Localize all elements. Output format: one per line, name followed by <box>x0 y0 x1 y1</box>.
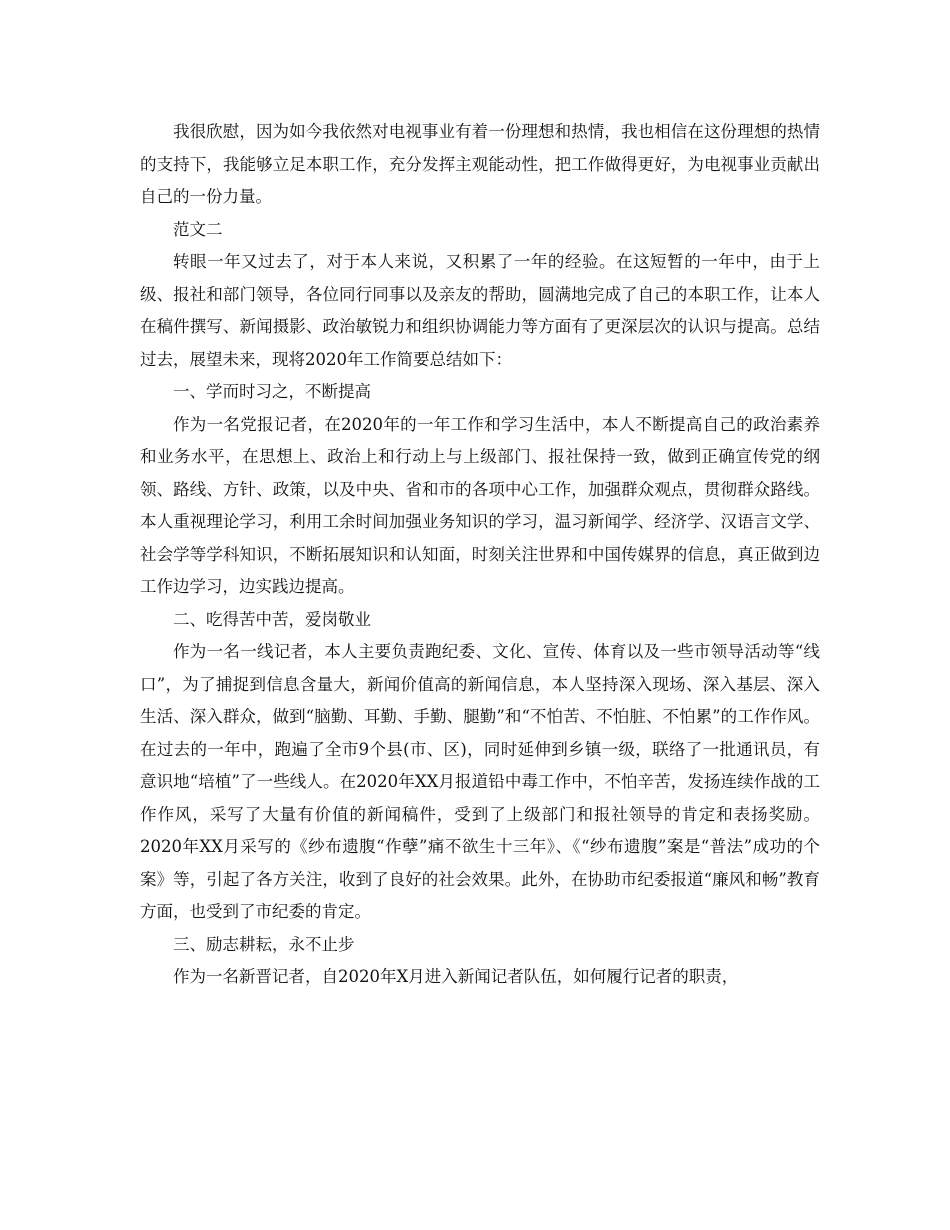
paragraph-section-3: 作为一名新晋记者，自2020年X月进入新闻记者队伍，如何履行记者的职责， <box>173 967 739 986</box>
sample-heading: 范文二 <box>173 219 223 239</box>
paragraph-section-2: 作为一名一线记者，本人主要负责跑纪委、文化、宣传、体育以及一些市领导活动等“线口”，为了捕捉到信息含量大，新闻价值高的新闻信息，本人坚持深入现场、深入基层、深入生活、深入群众，做到“脑勤、耳勤、手勤、腿勤”和“不怕苦、不怕脏、不怕累”的工作作风。在过去的一年中，跑遍了全市9个县(市、区)，同时延伸到乡镇一级，联络了一批通讯员，有意识地“培植”了一些线人。在2020年XX月报道铅中毒工作中，不怕辛苦，发扬连续作战的工作作风，采写了大量有价值的新闻稿件，受到了上级部门和报社领导的肯定和表扬奖励。2020年XX月采写的《纱布遗腹“作孽”痛不欲生十三年》、《“纱布遗腹”案是“普法”成功的个案》等，引起了各方关注，收到了良好的社会效果。此外，在协助市纪委报道“廉风和畅”教育方面，也受到了市纪委的肯定。 <box>140 642 820 921</box>
section-heading-3: 三、励志耕耘，永不止步 <box>173 934 355 954</box>
section-heading-1: 一、学而时习之，不断提高 <box>173 382 371 401</box>
paragraph-intro: 转眼一年又过去了，对于本人来说，又积累了一年的经验。在这短暂的一年中，由于上级、报社和部门领导，各位同行同事以及亲友的帮助，圆满地完成了自己的本职工作，让本人在稿件撰写、新闻摄影、政治敏锐力和组织协调能力等方面有了更深层次的认识与提高。总结过去，展望未来，现将2020年工作简要总结如下： <box>140 252 820 369</box>
section-heading-2: 二、吃得苦中苦，爱岗敬业 <box>173 609 371 629</box>
paragraph-section-1: 作为一名党报记者，在2020年的一年工作和学习生活中，本人不断提高自己的政治素养和业务水平，在思想上、政治上和行动上与上级部门、报社保持一致，做到正确宣传党的纲领、路线、方针、政策，以及中央、省和市的各项中心工作，加强群众观点，贯彻群众路线。本人重视理论学习，利用工余时间加强业务知识的学习，温习新闻学、经济学、汉语言文学、社会学等学科知识，不断拓展知识和认知面，时刻关注世界和中国传媒界的信息，真正做到边工作边学习，边实践边提高。 <box>140 414 820 596</box>
document-body <box>140 116 820 994</box>
paragraph-closing-remarks: 我很欣慰，因为如今我依然对电视事业有着一份理想和热情，我也相信在这份理想的热情的支持下，我能够立足本职工作，充分发挥主观能动性，把工作做得更好，为电视事业贡献出自己的一份力量。 <box>140 122 820 206</box>
